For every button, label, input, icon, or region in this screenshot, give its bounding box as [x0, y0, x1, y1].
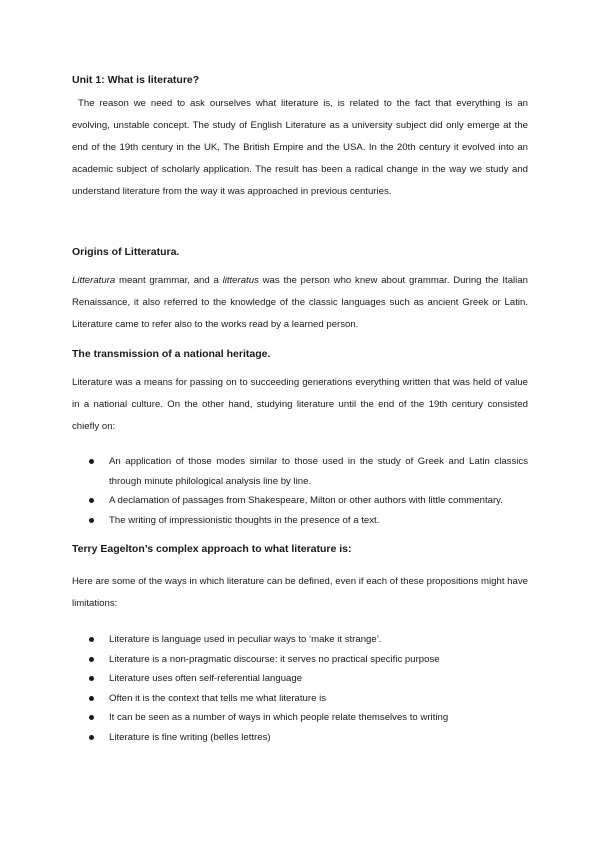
- list-item: Literature is fine writing (belles lettres): [72, 728, 528, 748]
- list-item: An application of those modes similar to those used in the study of Greek and Latin classics through minute philological analysis line by line.: [72, 452, 528, 491]
- term-litteratura: Litteratura: [72, 275, 116, 286]
- term-litteratus: litteratus: [222, 275, 259, 286]
- list-item: Often it is the context that tells me what literature is: [72, 689, 528, 709]
- bullet-icon: [89, 715, 94, 720]
- origins-paragraph: [72, 270, 528, 336]
- transmission-heading: The transmission of a national heritage.: [72, 348, 271, 360]
- list-item: It can be seen as a number of ways in which people relate themselves to writing: [72, 708, 528, 728]
- list-item: The writing of impressionistic thoughts in the presence of a text.: [72, 511, 528, 531]
- list-item: Literature uses often self-referential language: [72, 669, 528, 689]
- bullet-icon: [89, 696, 94, 701]
- document-body: [72, 73, 528, 747]
- bullet-icon: [89, 735, 94, 740]
- bullet-icon: [89, 459, 94, 464]
- bullet-icon: [89, 637, 94, 642]
- unit-title: Unit 1: What is literature?: [72, 74, 200, 86]
- origins-text-2: was the person who knew about grammar. During the Italian Renaissance, it also referred to the knowledge of the classic languages such as ancient Greek or Latin. Literature came to refer also to the works read by a learned person.: [72, 275, 528, 330]
- origins-heading: Origins of Litteratura.: [72, 246, 180, 258]
- origins-text-1: meant grammar, and a: [115, 275, 223, 286]
- bullet-icon: [89, 657, 94, 662]
- transmission-paragraph: Literature was a means for passing on to succeeding generations everything written that was held of value in a national culture. On the other hand, studying literature until the end of the 19th century consisted chiefly on:: [72, 377, 528, 432]
- eagleton-list: [72, 630, 528, 747]
- bullet-icon: [89, 676, 94, 681]
- list-item: Literature is language used in peculiar ways to ‘make it strange’.: [72, 630, 528, 650]
- eagleton-heading: Terry Eagelton’s complex approach to what literature is:: [72, 543, 352, 555]
- bullet-icon: [89, 498, 94, 503]
- list-item: Literature is a non-pragmatic discourse: it serves no practical specific purpose: [72, 650, 528, 670]
- transmission-list: [72, 452, 528, 530]
- eagleton-paragraph: Here are some of the ways in which literature can be defined, even if each of these propositions might have limitations:: [72, 576, 528, 609]
- list-item: A declamation of passages from Shakespeare, Milton or other authors with little commentary.: [72, 491, 528, 511]
- intro-paragraph: The reason we need to ask ourselves what literature is, is related to the fact that everything is an evolving, unstable concept. The study of English Literature as a university subject did only emerge at the end of the 19th century in the UK, The British Empire and the USA. In the 20th century it evolved into an academic subject of scholarly application. The result has been a radical change in the way we study and understand literature from the way it was approached in previous centuries.: [72, 98, 528, 197]
- bullet-icon: [89, 518, 94, 523]
